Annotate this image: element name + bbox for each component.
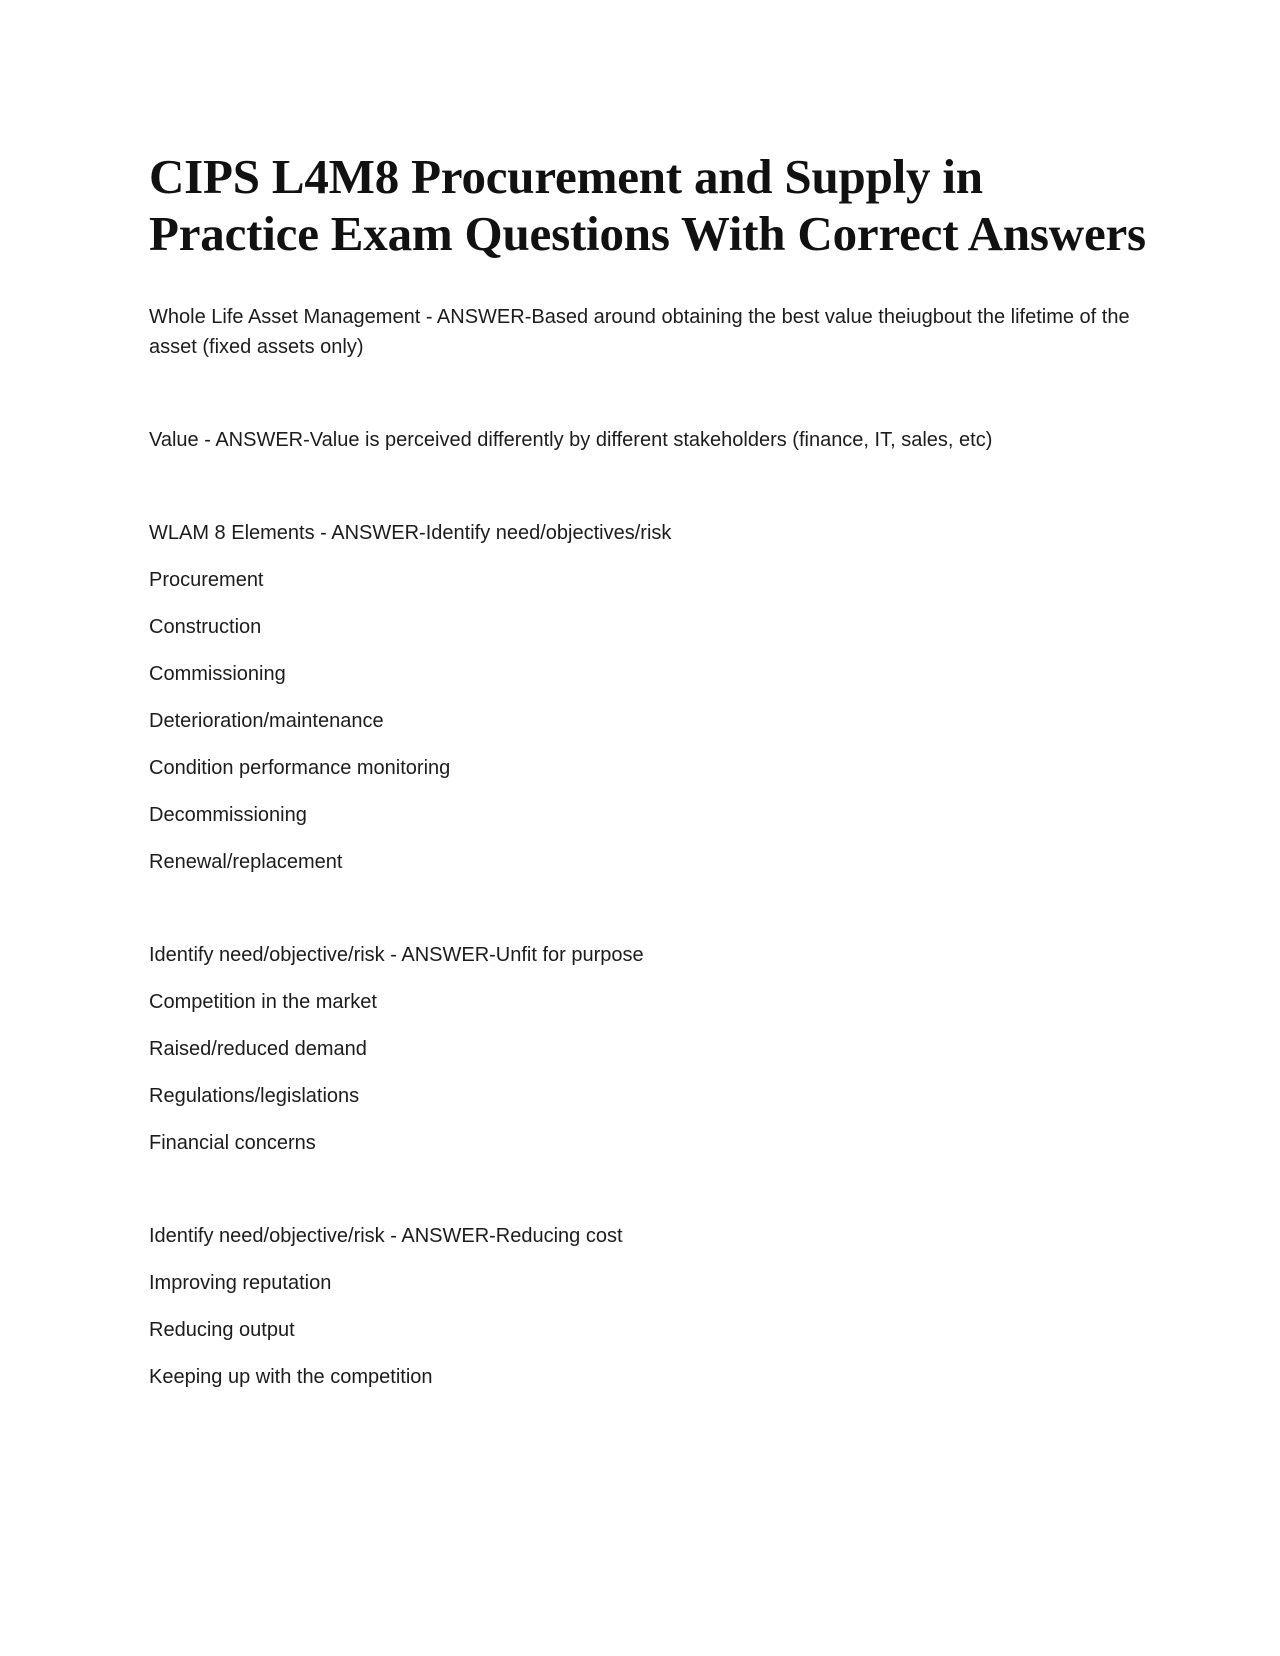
list-item: Decommissioning <box>149 804 307 826</box>
list-item: Commissioning <box>149 663 286 685</box>
qa-entry-value <box>149 425 1149 455</box>
list-item: Raised/reduced demand <box>149 1038 367 1060</box>
list-item: Improving reputation <box>149 1272 332 1294</box>
qa-entry-identify-need-reducing-cost <box>149 1221 1149 1392</box>
qa-question: Identify need/objective/risk - ANSWER-Reducing cost <box>149 1225 623 1247</box>
qa-entry-whole-life-asset-management <box>149 302 1149 362</box>
list-item: Deterioration/maintenance <box>149 710 384 732</box>
qa-question: Whole Life Asset Management - ANSWER-Based around obtaining the best value theiugbout the lifetime of the asset (fixed assets only) <box>149 306 1130 358</box>
list-item: Reducing output <box>149 1319 295 1341</box>
qa-question: Identify need/objective/risk - ANSWER-Unfit for purpose <box>149 944 644 966</box>
list-item: Procurement <box>149 569 264 591</box>
list-item: Construction <box>149 616 262 638</box>
qa-question: Value - ANSWER-Value is perceived differently by different stakeholders (finance, IT, sales, etc) <box>149 429 993 451</box>
list-item: Renewal/replacement <box>149 851 343 873</box>
document-content <box>149 148 1149 1392</box>
qa-question: WLAM 8 Elements - ANSWER-Identify need/objectives/risk <box>149 522 672 544</box>
list-item: Financial concerns <box>149 1132 316 1154</box>
qa-entry-identify-need-unfit <box>149 940 1149 1158</box>
list-item: Keeping up with the competition <box>149 1366 433 1388</box>
list-item: Condition performance monitoring <box>149 757 451 779</box>
list-item: Regulations/legislations <box>149 1085 360 1107</box>
list-item: Competition in the market <box>149 991 377 1013</box>
document-title: CIPS L4M8 Procurement and Supply in Practice Exam Questions With Correct Answers <box>149 149 1146 261</box>
qa-entry-wlam-8-elements <box>149 518 1149 877</box>
